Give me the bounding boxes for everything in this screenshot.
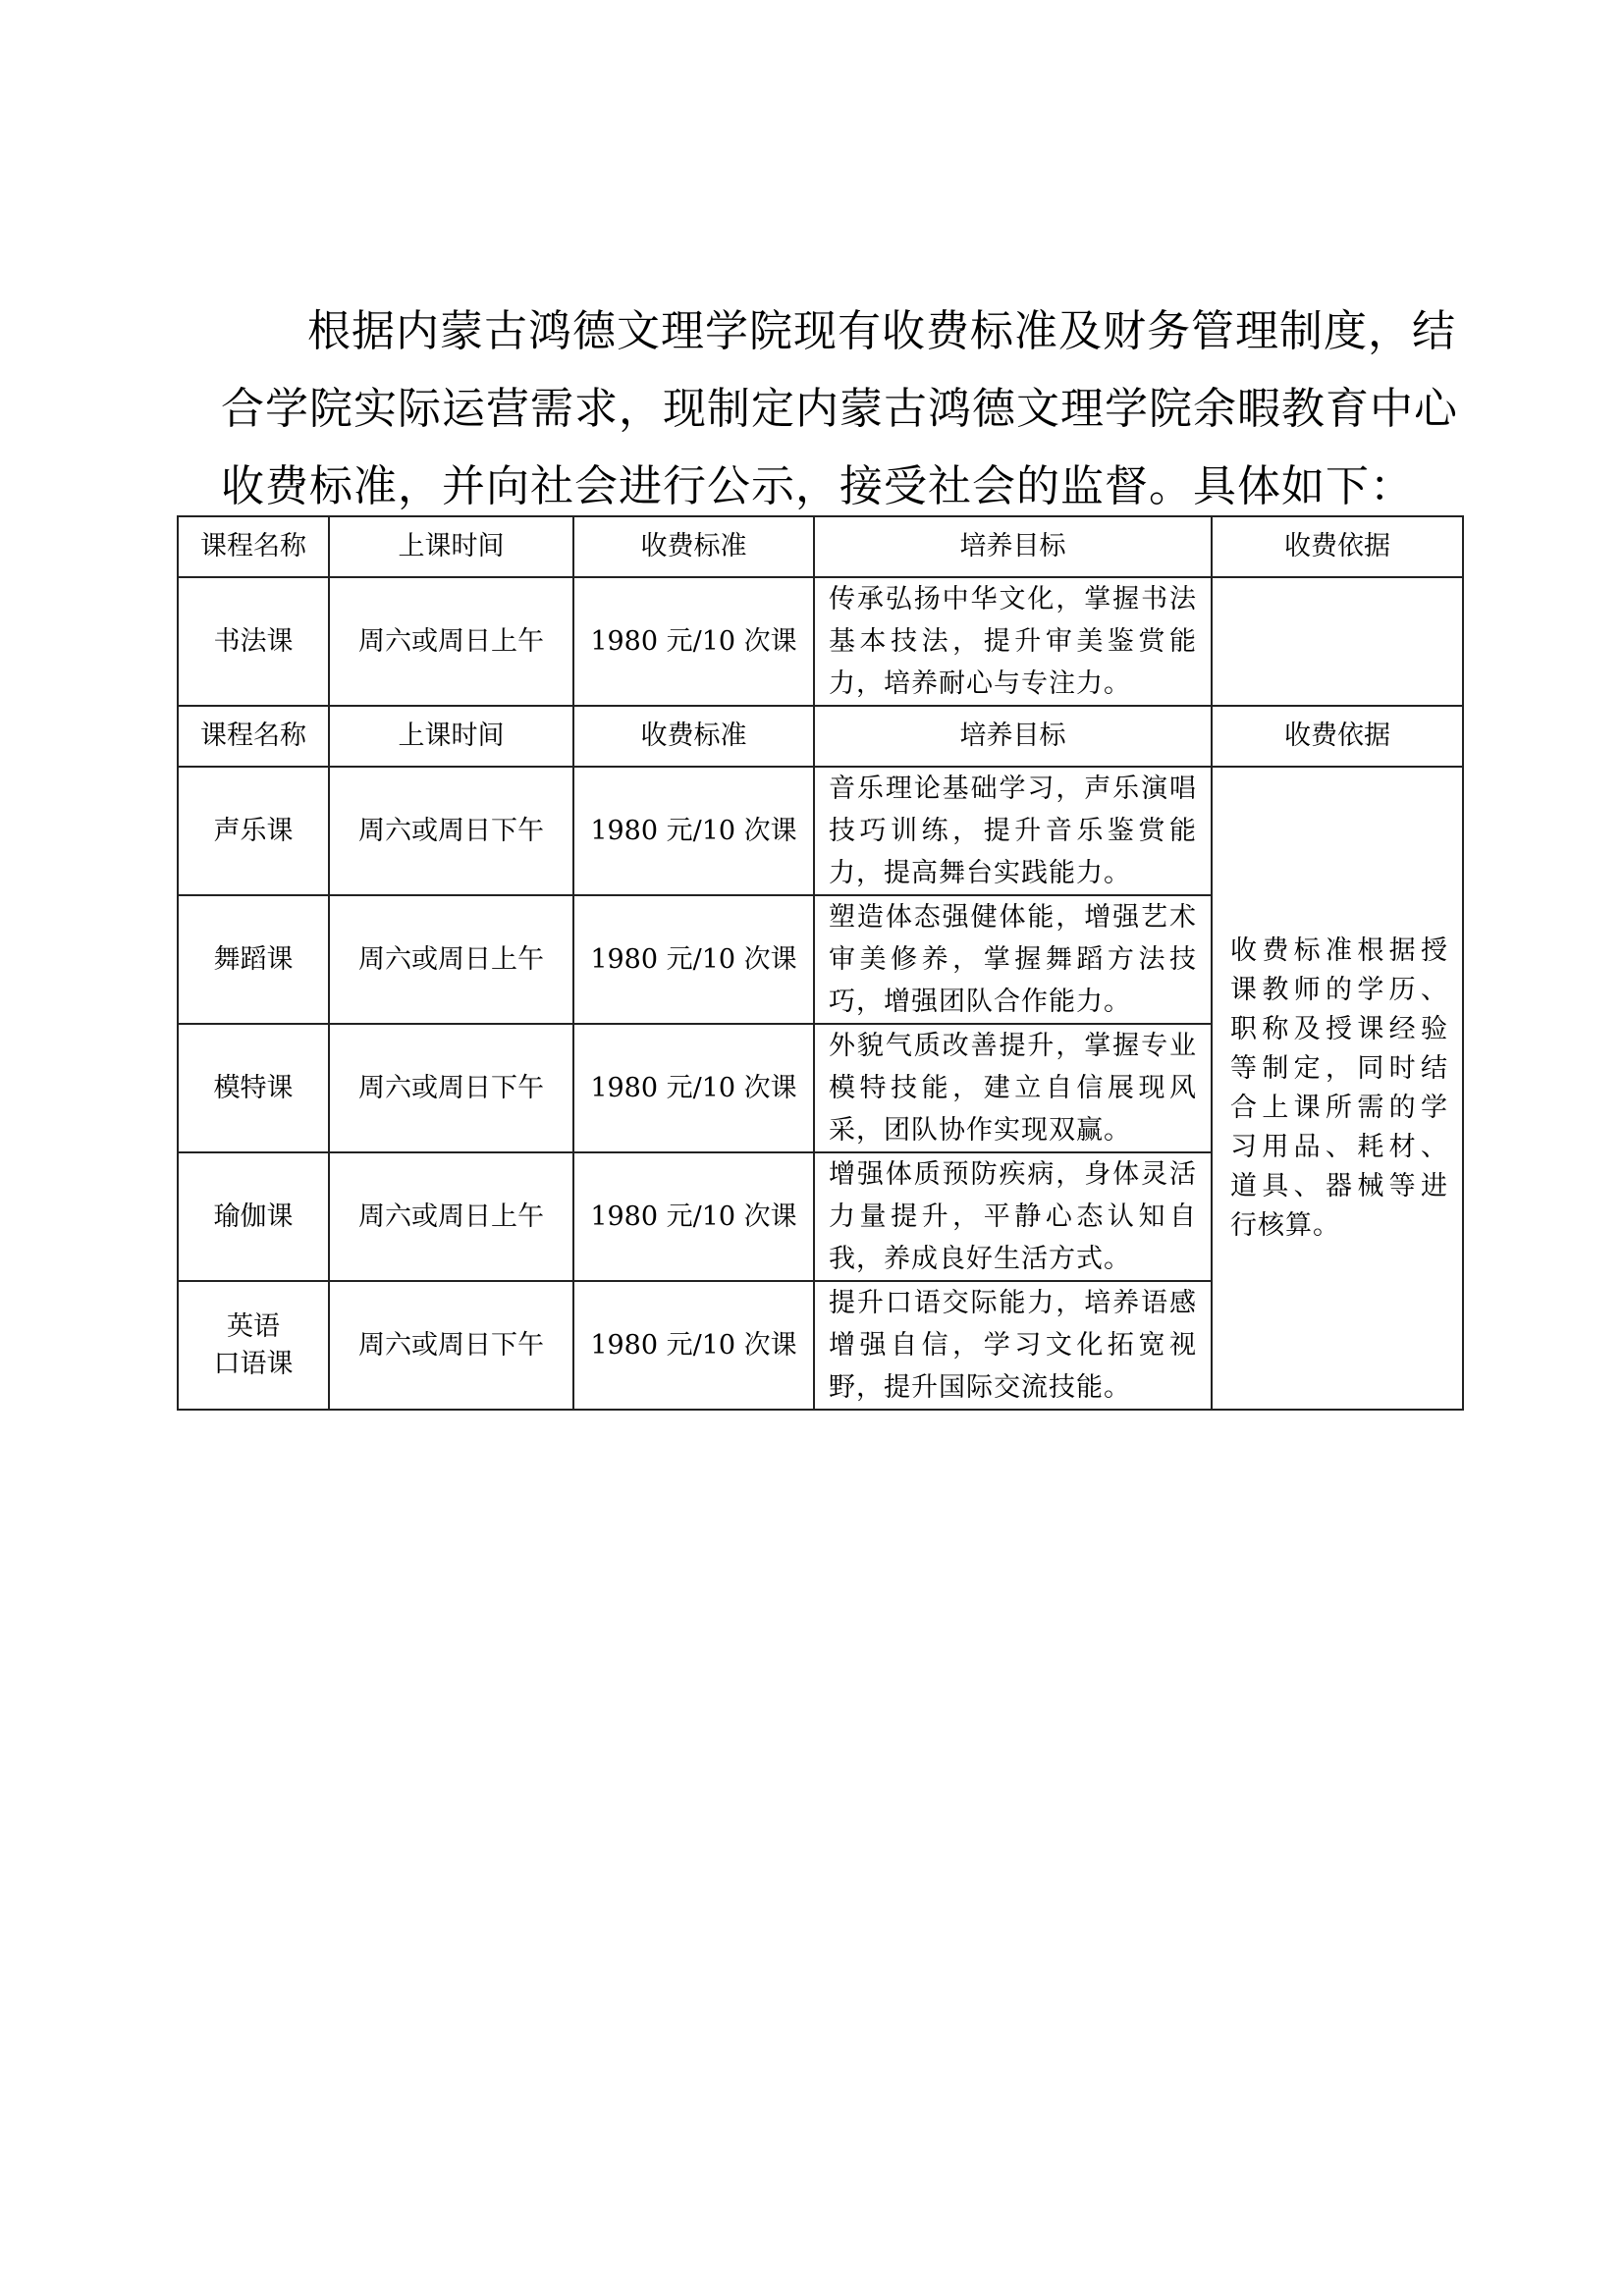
header-basis: 收费依据 — [1212, 516, 1463, 577]
header-fee: 收费标准 — [573, 706, 814, 767]
intro-paragraph — [221, 293, 1458, 525]
intro-line-1: 根据内蒙古鸿德文理学院现有收费标准及财务管理制度，结 — [307, 306, 1456, 356]
course-name: 舞蹈课 — [178, 895, 329, 1024]
intro-line-3: 收费标准，并向社会进行公示，接受社会的监督。具体如下： — [221, 461, 1414, 511]
course-name: 书法课 — [178, 577, 329, 706]
course-name: 瑜伽课 — [178, 1152, 329, 1281]
class-time: 周六或周日下午 — [329, 767, 573, 895]
goal: 塑造体态强健体能，增强艺术审美修养，掌握舞蹈方法技巧，增强团队合作能力。 — [814, 895, 1212, 1024]
header-goal: 培养目标 — [814, 516, 1212, 577]
header-class-time: 上课时间 — [329, 516, 573, 577]
basis-empty — [1212, 577, 1463, 706]
fee: 1980 元/10 次课 — [573, 1152, 814, 1281]
header-course-name: 课程名称 — [178, 706, 329, 767]
table-header-row — [178, 516, 1463, 577]
goal: 外貌气质改善提升，掌握专业模特技能，建立自信展现风采，团队协作实现双赢。 — [814, 1024, 1212, 1152]
table-header-row — [178, 706, 1463, 767]
class-time: 周六或周日下午 — [329, 1024, 573, 1152]
fee: 1980 元/10 次课 — [573, 895, 814, 1024]
course-name-line-2: 口语课 — [213, 1348, 294, 1379]
header-course-name: 课程名称 — [178, 516, 329, 577]
goal: 提升口语交际能力，培养语感增强自信，学习文化拓宽视野，提升国际交流技能。 — [814, 1281, 1212, 1410]
class-time: 周六或周日上午 — [329, 577, 573, 706]
fee-table — [177, 515, 1464, 1411]
header-class-time: 上课时间 — [329, 706, 573, 767]
class-time: 周六或周日下午 — [329, 1281, 573, 1410]
fee: 1980 元/10 次课 — [573, 767, 814, 895]
table-row — [178, 767, 1463, 895]
course-name-line-1: 英语 — [227, 1310, 280, 1342]
fee-basis: 收费标准根据授课教师的学历、职称及授课经验等制定，同时结合上课所需的学习用品、耗材、道具、器械等进行核算。 — [1212, 767, 1463, 1410]
table-row — [178, 577, 1463, 706]
course-name: 声乐课 — [178, 767, 329, 895]
class-time: 周六或周日上午 — [329, 1152, 573, 1281]
fee: 1980 元/10 次课 — [573, 1024, 814, 1152]
course-name — [178, 1281, 329, 1410]
goal: 传承弘扬中华文化，掌握书法基本技法，提升审美鉴赏能力，培养耐心与专注力。 — [814, 577, 1212, 706]
goal: 音乐理论基础学习，声乐演唱技巧训练，提升音乐鉴赏能力，提高舞台实践能力。 — [814, 767, 1212, 895]
header-goal: 培养目标 — [814, 706, 1212, 767]
class-time: 周六或周日上午 — [329, 895, 573, 1024]
course-name: 模特课 — [178, 1024, 329, 1152]
goal: 增强体质预防疾病，身体灵活力量提升，平静心态认知自我，养成良好生活方式。 — [814, 1152, 1212, 1281]
header-basis: 收费依据 — [1212, 706, 1463, 767]
fee: 1980 元/10 次课 — [573, 577, 814, 706]
intro-line-2: 合学院实际运营需求，现制定内蒙古鸿德文理学院余暇教育中心 — [221, 384, 1458, 434]
header-fee: 收费标准 — [573, 516, 814, 577]
fee: 1980 元/10 次课 — [573, 1281, 814, 1410]
